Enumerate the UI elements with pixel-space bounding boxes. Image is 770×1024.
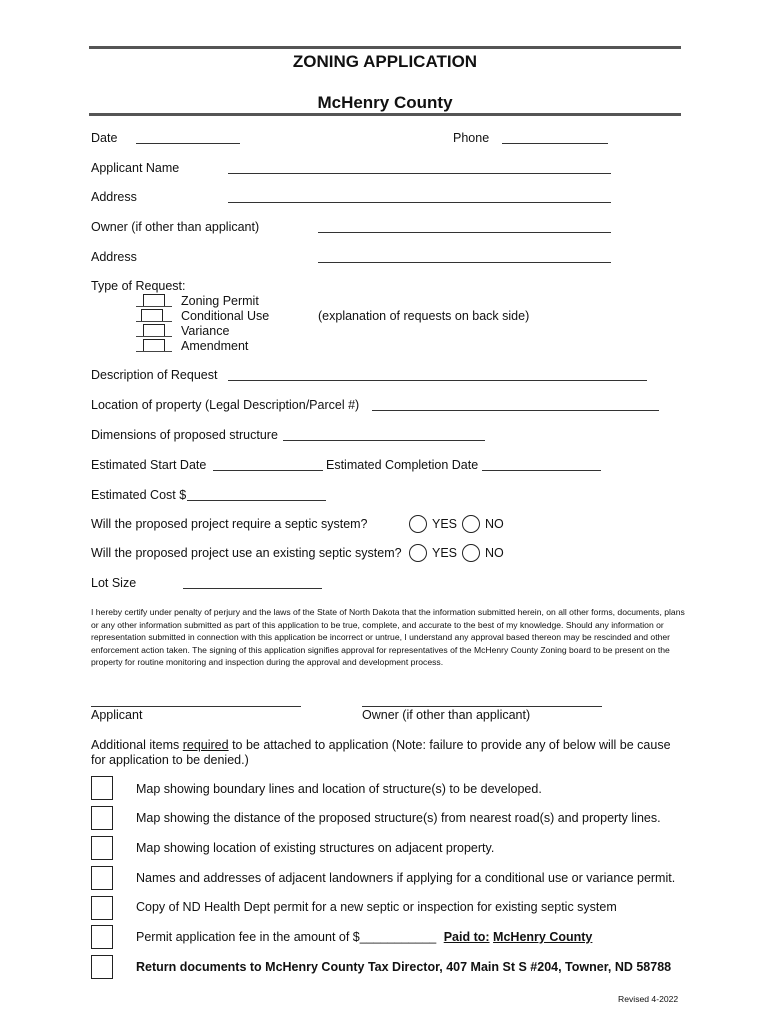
additional-intro bbox=[91, 738, 681, 768]
dimensions-field[interactable] bbox=[283, 429, 485, 441]
checklist-checkbox-adjacent-structures[interactable] bbox=[91, 836, 113, 860]
septic-require-question: Will the proposed project require a septic system? bbox=[91, 517, 368, 531]
amendment-label: Amendment bbox=[181, 339, 249, 353]
location-field[interactable] bbox=[372, 399, 659, 411]
septic-existing-question: Will the proposed project use an existing septic system? bbox=[91, 546, 402, 560]
owner-address-label: Address bbox=[91, 250, 137, 264]
checklist-item-health-permit: Copy of ND Health Dept permit for a new septic or inspection for existing septic system bbox=[136, 900, 617, 914]
applicant-signature-line[interactable] bbox=[91, 706, 301, 707]
septic-require-no-radio[interactable] bbox=[462, 515, 480, 533]
lot-size-field[interactable] bbox=[183, 577, 322, 589]
paid-to-label: Paid to: bbox=[443, 930, 490, 944]
zoning-permit-label: Zoning Permit bbox=[181, 294, 259, 308]
cost-label: Estimated Cost $ bbox=[91, 488, 187, 502]
conditional-use-lead bbox=[136, 321, 172, 322]
start-date-label: Estimated Start Date bbox=[91, 458, 207, 472]
checklist-checkbox-boundary-map[interactable] bbox=[91, 776, 113, 800]
checklist-item-boundary-map: Map showing boundary lines and location of structure(s) to be developed. bbox=[136, 782, 542, 796]
owner-signature-label: Owner (if other than applicant) bbox=[362, 708, 531, 722]
completion-date-field[interactable] bbox=[482, 459, 601, 471]
cost-field[interactable] bbox=[187, 489, 326, 501]
form-title: ZONING APPLICATION bbox=[292, 52, 478, 71]
checklist-checkbox-fee[interactable] bbox=[91, 925, 113, 949]
owner-signature-line[interactable] bbox=[362, 706, 602, 707]
description-label: Description of Request bbox=[91, 368, 218, 382]
owner-label: Owner (if other than applicant) bbox=[91, 220, 260, 234]
septic-existing-yes-radio[interactable] bbox=[409, 544, 427, 562]
paid-to-name: McHenry County bbox=[493, 930, 593, 944]
septic-existing-yes-label: YES bbox=[432, 546, 458, 560]
lot-size-label: Lot Size bbox=[91, 576, 137, 590]
septic-require-yes-label: YES bbox=[432, 517, 458, 531]
header-rule bbox=[89, 113, 681, 116]
variance-label: Variance bbox=[181, 324, 230, 338]
additional-intro-required: required bbox=[182, 738, 229, 752]
checklist-checkbox-return[interactable] bbox=[91, 955, 113, 979]
checklist-item-return: Return documents to McHenry County Tax Director, 407 Main St S #204, Towner, ND 58788 bbox=[136, 960, 672, 974]
septic-require-no-label: NO bbox=[485, 517, 504, 531]
phone-field[interactable] bbox=[502, 132, 608, 144]
additional-intro-end: to be attached to application (Note: failure to provide any of below will be cause for application to be denied.) bbox=[91, 738, 671, 767]
conditional-use-label: Conditional Use bbox=[181, 309, 270, 323]
county-title: McHenry County bbox=[317, 93, 453, 112]
checklist-checkbox-health-permit[interactable] bbox=[91, 896, 113, 920]
completion-date-label: Estimated Completion Date bbox=[326, 458, 479, 472]
location-label: Location of property (Legal Description/Parcel #) bbox=[91, 398, 360, 412]
checklist-checkbox-distance-map[interactable] bbox=[91, 806, 113, 830]
amendment-lead bbox=[136, 351, 172, 352]
top-rule bbox=[89, 46, 681, 49]
septic-existing-no-label: NO bbox=[485, 546, 504, 560]
phone-label: Phone bbox=[453, 131, 490, 145]
address-label: Address bbox=[91, 190, 137, 204]
owner-address-field[interactable] bbox=[318, 251, 611, 263]
additional-intro-start: Additional items bbox=[91, 738, 183, 752]
owner-field[interactable] bbox=[318, 221, 611, 233]
address-field[interactable] bbox=[228, 191, 611, 203]
request-note: (explanation of requests on back side) bbox=[318, 309, 530, 323]
request-type-label: Type of Request: bbox=[91, 279, 186, 293]
applicant-signature-label: Applicant bbox=[91, 708, 143, 722]
applicant-name-label: Applicant Name bbox=[91, 161, 180, 175]
fee-blank[interactable]: ___________ bbox=[359, 930, 437, 944]
certification-text: I hereby certify under penalty of perjury and the laws of the State of North Dakota that the information submitted herein, on all other forms, documents, plans or any other information submitted as part of this application to be true, complete, and accurate to the best of my knowledge. Should any information or representation submitted in connection with this application be incorrect or untrue, I understand any approval based thereon may be rescinded and other enforcement action taken. The signing of this application signifies approval for representatives of the McHenry County Zoning board to be present on the property for routine monitoring and inspection during the approval and development process. bbox=[91, 607, 685, 668]
zoning-permit-lead bbox=[136, 306, 172, 307]
checklist-item-adjacent-structures: Map showing location of existing structures on adjacent property. bbox=[136, 841, 495, 855]
checklist-checkbox-adjacent-landowners[interactable] bbox=[91, 866, 113, 890]
fee-text: Permit application fee in the amount of $ bbox=[136, 930, 360, 944]
checklist-item-adjacent-landowners: Names and addresses of adjacent landowners if applying for a conditional use or variance permit. bbox=[136, 871, 676, 885]
description-field[interactable] bbox=[228, 369, 647, 381]
date-label: Date bbox=[91, 131, 118, 145]
revised-date: Revised 4-2022 bbox=[618, 994, 679, 1004]
checklist-item-fee bbox=[136, 930, 592, 944]
variance-lead bbox=[136, 336, 172, 337]
septic-existing-no-radio[interactable] bbox=[462, 544, 480, 562]
applicant-name-field[interactable] bbox=[228, 162, 611, 174]
checklist-item-distance-map: Map showing the distance of the proposed structure(s) from nearest road(s) and property lines. bbox=[136, 811, 661, 825]
dimensions-label: Dimensions of proposed structure bbox=[91, 428, 278, 442]
septic-require-yes-radio[interactable] bbox=[409, 515, 427, 533]
start-date-field[interactable] bbox=[213, 459, 323, 471]
date-field[interactable] bbox=[136, 132, 240, 144]
